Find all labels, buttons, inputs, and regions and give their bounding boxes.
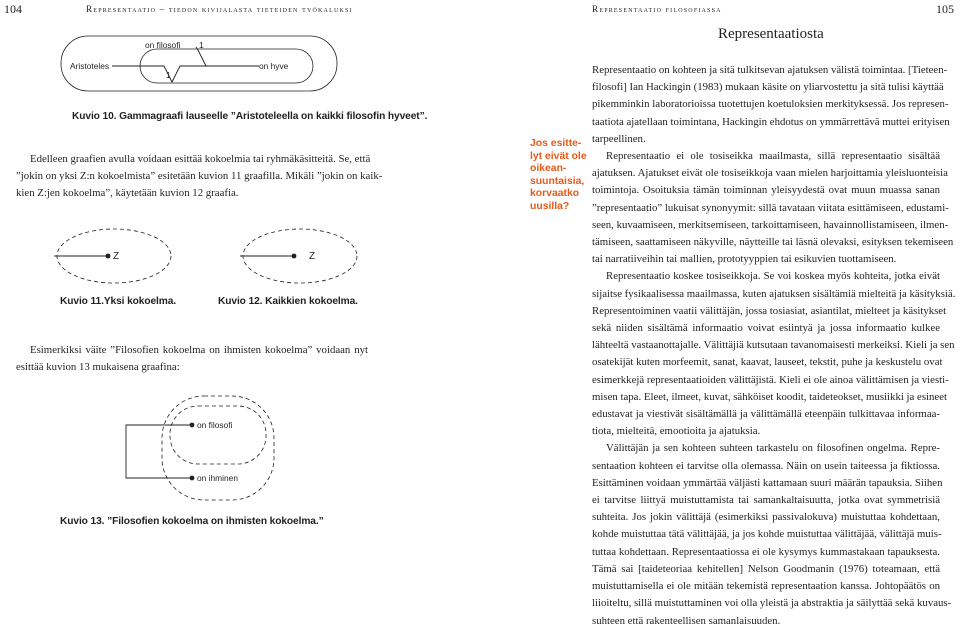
right-p2-line-3: toimintoja. Osoituksia tämän toiminnan yleisyydestä ovat muun muassa sanan [592, 184, 940, 197]
right-p4-line-1: Välittäjän ja sen kohteen suhteen tarkastelu on filosofinen ongelma. Repre- [606, 442, 940, 455]
right-p3-line-8: misen tapa. Eleet, ilmeet, kuvat, sähköiset koodit, taideteokset, musiikki ja esineet [592, 390, 948, 403]
right-p1-line-2: filosofi] Ian Hackingin (1983) mukaan käsite on yliarvostettu ja sitä tulisi käyttää [592, 81, 944, 94]
right-p2-line-6: tämiseen, saattamiseen näkyville, näytteille tai läsnä olevaksi, esityksen tekemiseen [592, 236, 954, 249]
margin-note-line-2: lyt eivät ole [530, 150, 587, 162]
page-number-left: 104 [4, 2, 22, 16]
margin-note-line-3: oikean- [530, 163, 567, 175]
right-p3-line-5: lähteeltä vastaanottajalle. Välittäjiä kutsutaan tavanomaisesti merkeiksi. Kieli ja sen [592, 339, 955, 352]
right-p1-line-4: taatiota ajatellaan toimintana, Hackingin ehdotus on ymmärrettävä muttei erityisen [592, 115, 950, 128]
left-p2-line-2: esittää kuvion 13 mukaisena graafina: [16, 361, 180, 374]
right-p4-line-11: suhteen että rakenteellisen samanlaisuuden. [592, 614, 781, 627]
right-p4-line-3: Esittäminen voidaan ymmärtää väljästi kattamaan suuri määrän tapauksia. Siihen [592, 476, 943, 489]
fig10-line-bottom [112, 66, 206, 82]
figure-11-graph [54, 226, 174, 286]
right-p1-line-1: Representaatio on kohteen ja sitä tulkitsevan ajatuksen välistä toimintaa. [Tieteen- [592, 64, 948, 76]
running-head-right: Representaatio filosofiassa [592, 4, 722, 14]
right-p4-line-4: ei tarvitse liittyä muistuttamista tai samankaltaisuutta, jotka ovat symmetrisiä [592, 494, 940, 507]
fig13-label-on-filosofi: on filosofi [197, 420, 233, 430]
right-p3-line-6: osatekijät kuten morfeemit, sanat, kaavat, lauseet, tekstit, puhe ja keskustelu ovat [592, 356, 943, 369]
left-p1-line-2: ”jokin on yksi Z:n kokoelmista” esitetään kuvion 11 graafilla. Mikäli ”jokin on kaik- [16, 170, 383, 183]
right-p4-line-7: tuttaa kohdettaan. Representaatiossa ei ole kysymys kummastakaan tapauksesta. [592, 545, 940, 558]
right-p2-line-7: tai narratiiveihin tai mallien, prototyyppien tai esikuvien tuottamiseen. [592, 253, 897, 266]
right-p4-line-2: sentaation kohteen ei tarvitse olla olemassa. Näin on usein taiteessa ja fiktiossa. [592, 459, 940, 472]
figure-10-graph [60, 34, 340, 94]
fig13-connecting-line [126, 425, 192, 478]
right-p2-line-5: seen, kuvaamiseen, merkitsemiseen, tarkoittamiseen, havainnollistamiseen, ilmen- [592, 218, 949, 231]
right-p3-line-3: Representoiminen vaatii välittäjän, jossa tosiasiat, asiantilat, mielteet ja käsitykset [592, 304, 947, 317]
fig10-node-aristoteles: Aristoteles [70, 61, 110, 71]
margin-note-line-6: uusilla? [530, 200, 570, 212]
figure-10-caption: Kuvio 10. Gammagraafi lauseelle ”Aristoteleella on kaikki filosofin hyveet”. [72, 111, 428, 122]
left-paragraph-1 [16, 151, 383, 203]
fig13-inner-dashed [170, 406, 266, 464]
running-head-left: Representaatio – tiedon kivijalasta tieteiden työkaluksi [86, 4, 353, 14]
margin-note-line-5: korvaatko [530, 188, 580, 200]
right-p4-line-6: kohde muistuttaa tätä välittäjää, ja jos kohde muistuttaa välittäjää, välittäjä muis- [592, 528, 942, 541]
right-p3-line-1: Representaatio koskee tosiseikkoja. Se voi koskea myös kohteita, jotka eivät [606, 270, 940, 283]
figure-13-caption: Kuvio 13. ”Filosofien kokoelma on ihmisten kokoelma.” [60, 516, 324, 527]
fig11-dot [106, 254, 111, 259]
left-paragraph-2 [16, 342, 368, 376]
right-p4-line-8: Tämä sai [taideteoriaa kehitellen] Nelson Goodmanin (1976) toteamaan, että [592, 562, 940, 575]
fig13-dot-bottom [190, 476, 195, 481]
fig11-label-z: Z [113, 251, 120, 262]
left-p1-line-3: kien Z:jen kokoelma”, käytetään kuvion 12 graafia. [16, 187, 239, 200]
right-p4-line-10: liioiteltu, sillä muistuttaminen voi olla yleistä ja abstraktia ja säilyttää sekä kuvaus- [592, 597, 952, 610]
figure-12-caption: Kuvio 12. Kaikkien kokoelma. [218, 296, 358, 307]
left-p1-line-1: Edelleen graafien avulla voidaan esittää kokoelmia tai ryhmäkäsitteitä. Se, että [30, 153, 371, 165]
section-title: Representaatiosta [718, 26, 824, 42]
fig13-dot-top [190, 423, 195, 428]
right-p1-line-5: tarpeellinen. [592, 132, 646, 145]
right-p3-line-7: esimerkkejä representaatioiden välittäjistä. Kieli ei ole ainoa välittämisen ja viesti- [592, 373, 949, 386]
fig10-count-top: 1 [199, 40, 204, 50]
right-p4-line-9: muistuttamisella ei ole mitään tekemistä representaation kanssa. Johtopäätös on [592, 580, 940, 593]
right-p2-line-4: ”representaatio” lukuisat synonyymit: sillä tavataan viitata esittämiseen, edustami- [592, 201, 949, 214]
right-p1-line-3: pikemminkin laboratorioissa tuotettujen koetuloksien merkityksessä. Jos represen- [592, 98, 949, 111]
margin-note-line-4: suuntaisia, [530, 175, 585, 187]
margin-note [530, 138, 588, 214]
margin-note-line-1: Jos esitte- [530, 138, 582, 149]
fig12-label-z: Z [309, 251, 316, 262]
fig10-count-bottom: 1 [166, 70, 171, 80]
fig13-outer-dashed [162, 396, 274, 500]
figure-11-caption: Kuvio 11.Yksi kokoelma. [60, 296, 177, 307]
page-number-right: 105 [936, 2, 954, 16]
figure-13-graph [110, 392, 280, 504]
figure-12-graph [240, 226, 360, 286]
right-p3-line-10: tiota, mielteitä, emootioita ja ajatuksia. [592, 425, 761, 438]
fig12-dot [292, 254, 297, 259]
right-p3-line-9: edustavat ja viestivät sisältämällä ja välittämällä eteenpäin tulkittavaa informaa- [592, 408, 940, 421]
right-p2-line-1: Representaatio ei ole tosiseikka maailmasta, sillä representaatio sisältää [606, 150, 940, 163]
right-p2-line-2: ajatuksen. Ajatukset eivät ole tosiseikkoja vaan mielen harjoittamia yleisluonteisia [592, 167, 948, 180]
right-p3-line-2: sijaitse fysikaalisessa maailmassa, kuten ajatuksen sisältämiä mielteitä ja käsityksiä. [592, 287, 956, 300]
right-p3-line-4: sekä niiden sisältämä informaatio voivat esiintyä ja jossa informaatio kulkee [592, 322, 940, 335]
fig10-label-on-filosofi: on filosofi [145, 40, 181, 50]
right-body-text [592, 62, 956, 630]
fig10-node-on-hyve: on hyve [259, 61, 289, 71]
right-p4-line-5: suhteita. Jos jokin välittäjä (esimerkiksi passivalokuva) muistuttaa kohdettaan, [592, 511, 940, 524]
left-p2-line-1: Esimerkiksi väite ”Filosofien kokoelma on ihmisten kokoelma” voidaan nyt [30, 344, 368, 356]
fig13-label-on-ihminen: on ihminen [197, 473, 238, 483]
